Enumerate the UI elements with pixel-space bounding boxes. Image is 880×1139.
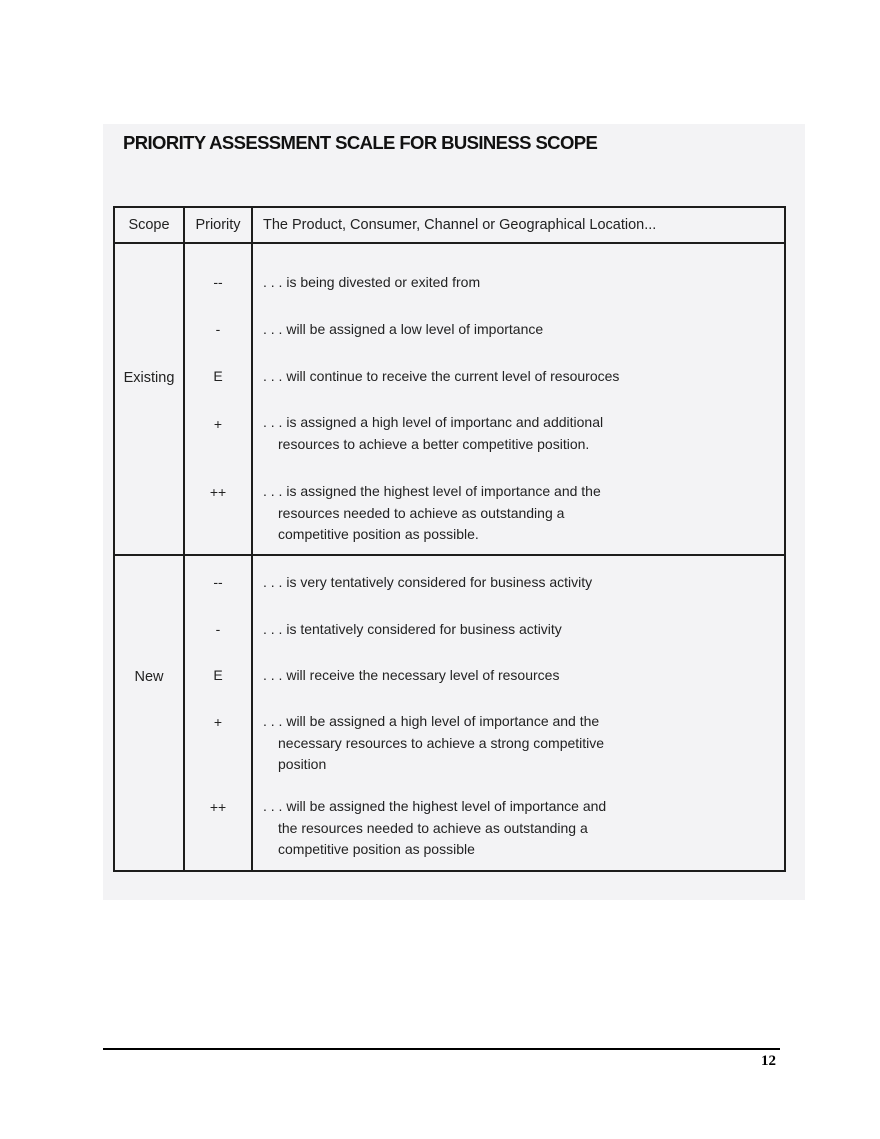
page-number: 12 bbox=[761, 1053, 776, 1069]
header-priority: Priority bbox=[195, 217, 241, 233]
scope-existing: Existing bbox=[123, 370, 175, 386]
column-divider-scope bbox=[183, 208, 185, 870]
description-cell: . . . will be assigned a low level of importance bbox=[263, 321, 544, 337]
header-divider bbox=[115, 242, 784, 244]
priority-cell: -- bbox=[213, 274, 223, 290]
group-divider bbox=[115, 554, 784, 556]
description-cell: . . . is assigned a high level of importanc and additional resources to achieve a better competitive position. bbox=[263, 414, 604, 452]
priority-cell: - bbox=[215, 321, 221, 337]
description-cell: . . . will be assigned a high level of importance and the necessary resources to achieve a strong competitive position bbox=[263, 713, 605, 772]
description-cell: . . . will receive the necessary level of resources bbox=[263, 667, 560, 683]
priority-cell: - bbox=[215, 621, 221, 637]
priority-cell: ++ bbox=[209, 799, 227, 815]
priority-scale-table bbox=[113, 206, 786, 872]
column-divider-priority bbox=[251, 208, 253, 870]
figure-title: PRIORITY ASSESSMENT SCALE FOR BUSINESS SCOPE bbox=[123, 132, 598, 153]
scope-new: New bbox=[134, 669, 164, 685]
scanned-figure bbox=[103, 124, 805, 900]
description-cell: . . . will be assigned the highest level of importance and the resources needed to achieve as outstanding a competitive position as possible bbox=[263, 798, 607, 857]
priority-cell: -- bbox=[213, 574, 223, 590]
header-scope: Scope bbox=[128, 217, 170, 233]
priority-cell: ++ bbox=[209, 484, 227, 500]
description-cell: . . . is tentatively considered for business activity bbox=[263, 621, 562, 637]
description-cell: . . . will continue to receive the current level of resouroces bbox=[263, 368, 620, 384]
priority-cell: E bbox=[213, 368, 223, 384]
priority-cell: E bbox=[213, 667, 223, 683]
footer-rule bbox=[103, 1048, 780, 1050]
header-description: The Product, Consumer, Channel or Geographical Location... bbox=[263, 217, 657, 233]
priority-cell: + bbox=[213, 714, 223, 730]
description-cell: . . . is assigned the highest level of importance and the resources needed to achieve as outstanding a competitive position as possible. bbox=[263, 483, 601, 542]
description-cell: . . . is very tentatively considered for business activity bbox=[263, 574, 593, 590]
description-cell: . . . is being divested or exited from bbox=[263, 274, 481, 290]
priority-cell: + bbox=[213, 416, 223, 432]
